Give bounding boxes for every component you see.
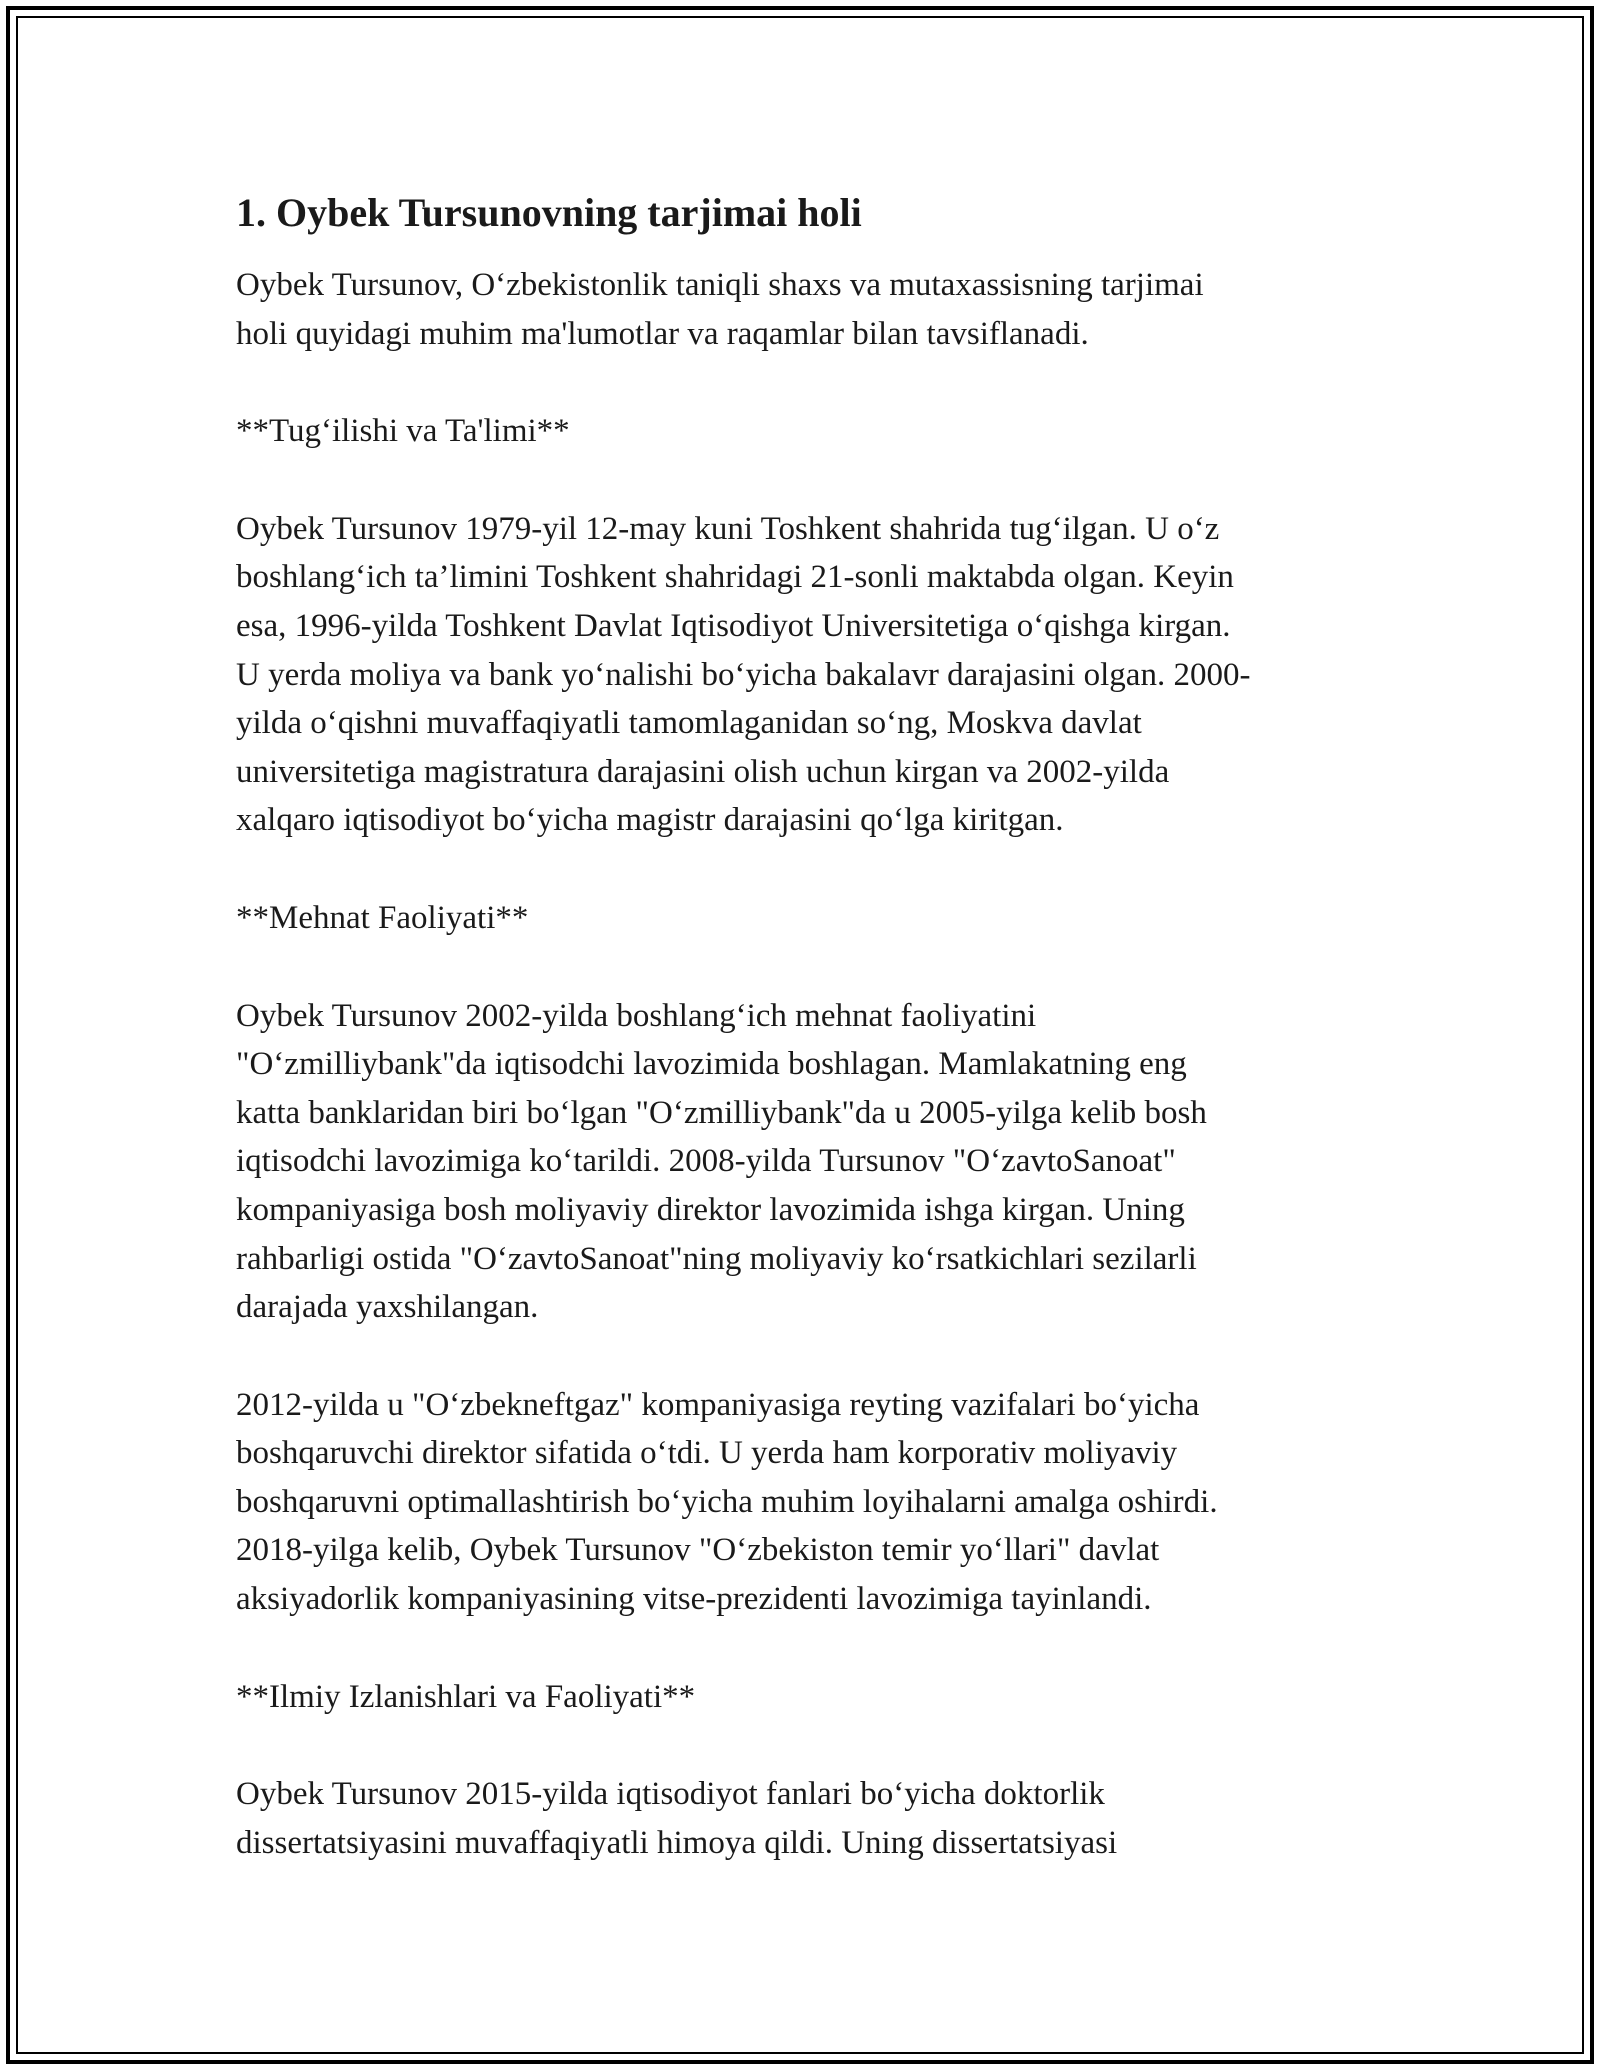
paragraph-line: xalqaro iqtisodiyot bo‘yicha magistr darajasini qo‘lga kiritgan. [236, 802, 1064, 839]
paragraph-line: **Mehnat Faoliyati** [236, 899, 529, 936]
paragraph-line: iqtisodchi lavozimiga ko‘tarildi. 2008-yilda Tursunov "O‘zavtoSanoat" [236, 1143, 1176, 1180]
paragraph [236, 505, 1366, 845]
paragraph [236, 407, 1366, 456]
paragraph-line: U yerda moliya va bank yo‘nalishi bo‘yicha bakalavr darajasini olgan. 2000- [236, 656, 1251, 693]
paragraph [236, 1770, 1366, 1867]
paragraph-line: Oybek Tursunov 1979-yil 12-may kuni Toshkent shahrida tug‘ilgan. U o‘z [236, 510, 1220, 547]
paragraph-line: universitetiga magistratura darajasini olish uchun kirgan va 2002-yilda [236, 753, 1170, 790]
paragraph [236, 1381, 1366, 1624]
paragraph-list [236, 261, 1366, 1867]
paragraph-line: boshlang‘ich ta’limini Toshkent shahridagi 21-sonli maktabda olgan. Keyin [236, 559, 1234, 596]
paragraph-line: esa, 1996-yilda Toshkent Davlat Iqtisodiyot Universitetiga o‘qishga kirgan. [236, 607, 1231, 644]
paragraph [236, 261, 1366, 358]
paragraph-line: 2018-yilga kelib, Oybek Tursunov "O‘zbekiston temir yo‘llari" davlat [236, 1532, 1160, 1569]
paragraph-line: yilda o‘qishni muvaffaqiyatli tamomlaganidan so‘ng, Moskva davlat [236, 705, 1142, 742]
paragraph-line: dissertatsiyasini muvaffaqiyatli himoya qildi. Uning dissertatsiyasi [236, 1824, 1118, 1861]
paragraph-line: Oybek Tursunov, O‘zbekistonlik taniqli shaxs va mutaxassisning tarjimai [236, 267, 1204, 303]
paragraph-line: **Tug‘ilishi va Ta'limi** [236, 413, 570, 450]
paragraph-line: "O‘zmilliybank"da iqtisodchi lavozimida boshlagan. Mamlakatning eng [236, 1046, 1187, 1083]
paragraph-line: kompaniyasiga bosh moliyaviy direktor lavozimida ishga kirgan. Uning [236, 1191, 1185, 1228]
paragraph-line: boshqaruvni optimallashtirish bo‘yicha muhim loyihalarni amalga oshirdi. [236, 1483, 1218, 1520]
paragraph-line: rahbarligi ostida "O‘zavtoSanoat"ning moliyaviy ko‘rsatkichlari sezilarli [236, 1240, 1197, 1277]
paragraph [236, 992, 1366, 1332]
paragraph-line: katta banklaridan biri bo‘lgan "O‘zmilliybank"da u 2005-yilga kelib bosh [236, 1094, 1207, 1131]
document-title: 1. Oybek Tursunovning tarjimai holi [236, 190, 862, 235]
paragraph-line: boshqaruvchi direktor sifatida o‘tdi. U yerda ham korporativ moliyaviy [236, 1435, 1178, 1472]
paragraph-line: holi quyidagi muhim ma'lumotlar va raqamlar bilan tavsiflanadi. [236, 315, 1089, 352]
paragraph-line: aksiyadorlik kompaniyasining vitse-prezidenti lavozimiga tayinlandi. [236, 1581, 1152, 1618]
paragraph-line: **Ilmiy Izlanishlari va Faoliyati** [236, 1678, 696, 1715]
paragraph-line: 2012-yilda u "O‘zbekneftgaz" kompaniyasiga reyting vazifalari bo‘yicha [236, 1386, 1200, 1423]
paragraph [236, 1673, 1366, 1722]
paragraph-line: Oybek Tursunov 2015-yilda iqtisodiyot fanlari bo‘yicha doktorlik [236, 1776, 1105, 1813]
paragraph-line: darajada yaxshilangan. [236, 1289, 539, 1326]
paragraph-line: Oybek Tursunov 2002-yilda boshlang‘ich mehnat faoliyatini [236, 997, 1037, 1034]
paragraph [236, 894, 1366, 943]
document-body [236, 187, 1366, 1916]
